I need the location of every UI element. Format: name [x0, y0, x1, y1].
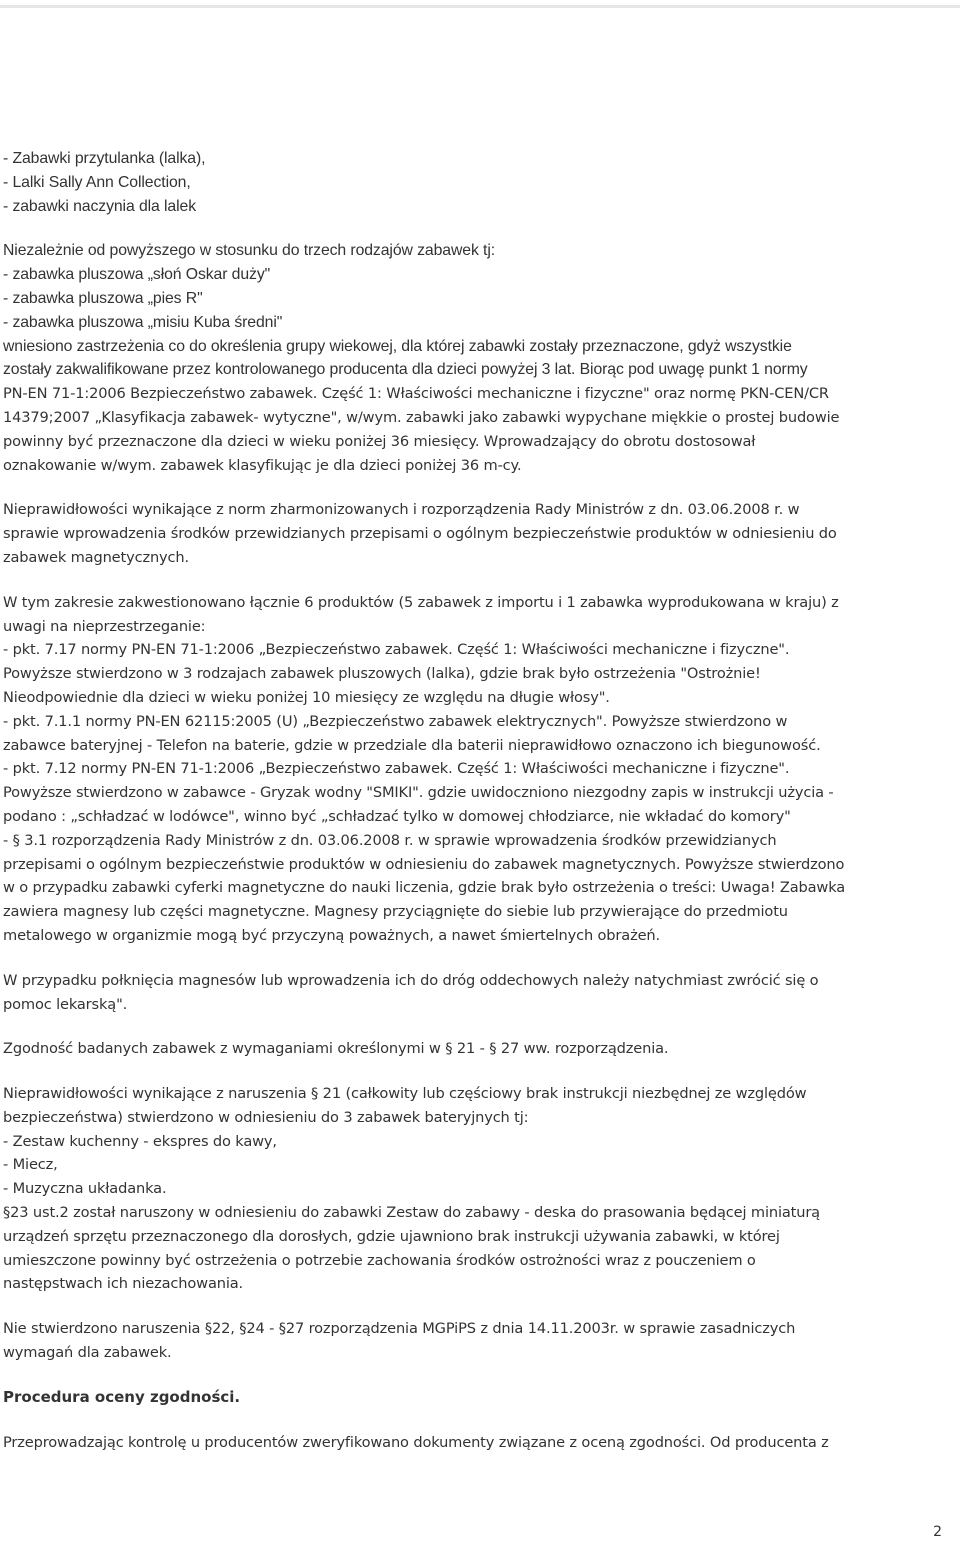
text-line: 14379;2007 „Klasyfikacja zabawek- wytyczne", w/wym. zabawki jako zabawki wypychane miękkie o prostej budowie — [3, 408, 840, 426]
text-line: Zgodność badanych zabawek z wymaganiami określonymi w § 21 - § 27 ww. rozporządzenia. — [3, 1040, 669, 1058]
text-line: przepisami o ogólnym bezpieczeństwie produktów w odniesieniu do zabawek magnetycznych. Powyższe stwierdzono — [3, 855, 845, 873]
top-divider — [0, 5, 960, 8]
text-line: sprawie wprowadzenia środków przewidzianych przepisami o ogólnym bezpieczeństwie produktów w odniesieniu do — [3, 525, 837, 543]
text-line: - Lalki Sally Ann Collection, — [3, 173, 191, 191]
text-line: metalowego w organizmie mogą być przyczyną poważnych, a nawet śmiertelnych obrażeń. — [3, 926, 660, 944]
paragraph-magnet-warning — [3, 969, 948, 1017]
text-line: Powyższe stwierdzono w 3 rodzajach zabawek pluszowych (lalka), gdzie brak było ostrzeżenia "Ostrożnie! — [3, 665, 761, 683]
text-line: Nieodpowiednie dla dzieci w wieku poniżej 10 miesięcy ze względu na długie włosy". — [3, 688, 610, 706]
text-line: Niezależnie od powyższego w stosunku do trzech rodzajów zabawek tj: — [3, 242, 496, 260]
text-line: - pkt. 7.12 normy PN-EN 71-1:2006 „Bezpieczeństwo zabawek. Część 1: Właściwości mechaniczne i fizyczne". — [3, 760, 790, 778]
paragraph-toy-list — [3, 147, 948, 218]
text-line: §23 ust.2 został naruszony w odniesieniu do zabawki Zestaw do zabawy - deska do prasowania będącej miniaturą — [3, 1204, 820, 1222]
text-line: Przeprowadzając kontrolę u producentów zweryfikowano dokumenty związane z oceną zgodności. Od producenta z — [3, 1433, 829, 1451]
text-line: - zabawki naczynia dla lalek — [3, 197, 197, 215]
paragraph-compliance — [3, 1037, 948, 1061]
paragraph-harmonized-norms — [3, 498, 948, 569]
text-line: następstwach ich niezachowania. — [3, 1275, 244, 1293]
text-line: - zabawka pluszowa „słoń Oskar duży" — [3, 266, 271, 284]
paragraph-no-violations — [3, 1317, 948, 1365]
text-line: zostały zakwalifikowane przez kontrolowanego producenta dla dzieci powyżej 3 lat. Biorąc pod uwagę punkt 1 normy — [3, 361, 808, 379]
text-line: wymagań dla zabawek. — [3, 1344, 172, 1362]
text-line: - zabawka pluszowa „pies R" — [3, 289, 203, 307]
text-line: zawiera magnesy lub części magnetyczne. Magnesy przyciągnięte do siebie lub przywierające do przedmiotu — [3, 903, 788, 921]
text-line: Powyższe stwierdzono w zabawce - Gryzak wodny "SMIKI". gdzie uwidoczniono niezgodny zapis w instrukcji użycia - — [3, 784, 834, 802]
text-line: uwagi na nieprzestrzeganie: — [3, 617, 206, 635]
document-body — [3, 147, 948, 1454]
paragraph-instruction-violations — [3, 1082, 948, 1296]
text-line: oznakowanie w/wym. zabawek klasyfikując je dla dzieci poniżej 36 m-cy. — [3, 456, 522, 474]
paragraph-age-group-objection — [3, 239, 948, 477]
text-line: - Zestaw kuchenny - ekspres do kawy, — [3, 1132, 277, 1150]
section-heading: Procedura oceny zgodności. — [3, 1387, 241, 1406]
text-line: PN-EN 71-1:2006 Bezpieczeństwo zabawek. Część 1: Właściwości mechaniczne i fizyczne" oraz normę PKN-CEN/CR — [3, 385, 829, 403]
text-line: - Muzyczna układanka. — [3, 1180, 167, 1198]
text-line: - Miecz, — [3, 1156, 58, 1174]
text-line: Nie stwierdzono naruszenia §22, §24 - §27 rozporządzenia MGPiPS z dnia 14.11.2003r. w sprawie zasadniczych — [3, 1320, 796, 1338]
text-line: pomoc lekarską". — [3, 995, 128, 1013]
paragraph-questioned-products — [3, 591, 948, 948]
text-line: umieszczone powinny być ostrzeżenia o potrzebie zachowania środków ostrożności wraz z pouczeniem o — [3, 1251, 756, 1269]
text-line: zabawce bateryjnej - Telefon na baterie, gdzie w przedziale dla baterii nieprawidłowo oznaczono ich biegunowość. — [3, 736, 821, 754]
page-number: 2 — [933, 1524, 942, 1540]
text-line: Nieprawidłowości wynikające z naruszenia § 21 (całkowity lub częściowy brak instrukcji niezbędnej ze względów — [3, 1085, 807, 1103]
text-line: - pkt. 7.17 normy PN-EN 71-1:2006 „Bezpieczeństwo zabawek. Część 1: Właściwości mechaniczne i fizyczne". — [3, 641, 790, 659]
text-line: W przypadku połknięcia magnesów lub wprowadzenia ich do dróg oddechowych należy natychmiast zwrócić się o — [3, 971, 819, 989]
text-line: - zabawka pluszowa „misiu Kuba średni" — [3, 313, 283, 331]
text-line: Nieprawidłowości wynikające z norm zharmonizowanych i rozporządzenia Rady Ministrów z dn. 03.06.2008 r. w — [3, 501, 800, 519]
paragraph-closing — [3, 1431, 948, 1455]
text-line: W tym zakresie zakwestionowano łącznie 6 produktów (5 zabawek z importu i 1 zabawka wyprodukowana w kraju) z — [3, 593, 839, 611]
text-line: w o przypadku zabawki cyferki magnetyczne do nauki liczenia, gdzie brak było ostrzeżenia o treści: Uwaga! Zabawka — [3, 879, 846, 897]
text-line: urządzeń sprzętu przeznaczonego dla dorosłych, gdzie ujawniono brak instrukcji używania zabawki, w której — [3, 1227, 780, 1245]
text-line: - pkt. 7.1.1 normy PN-EN 62115:2005 (U) „Bezpieczeństwo zabawek elektrycznych". Powyższe stwierdzono w — [3, 712, 788, 730]
text-line: podano : „schładzać w lodówce", winno być „schładzać tylko w domowej chłodziarce, nie wkładać do komory" — [3, 807, 791, 825]
text-line: wniesiono zastrzeżenia co do określenia grupy wiekowej, dla której zabawki zostały przeznaczone, gdyż wszystkie — [3, 337, 792, 355]
text-line: - § 3.1 rozporządzenia Rady Ministrów z dn. 03.06.2008 r. w sprawie wprowadzenia środków przewidzianych — [3, 831, 777, 849]
text-line: zabawek magnetycznych. — [3, 548, 190, 566]
text-line: - Zabawki przytulanka (lalka), — [3, 150, 206, 167]
text-line: bezpieczeństwa) stwierdzono w odniesieniu do 3 zabawek bateryjnych tj: — [3, 1108, 529, 1126]
text-line: powinny być przeznaczone dla dzieci w wieku poniżej 36 miesięcy. Wprowadzający do obrotu dostosował — [3, 432, 756, 450]
